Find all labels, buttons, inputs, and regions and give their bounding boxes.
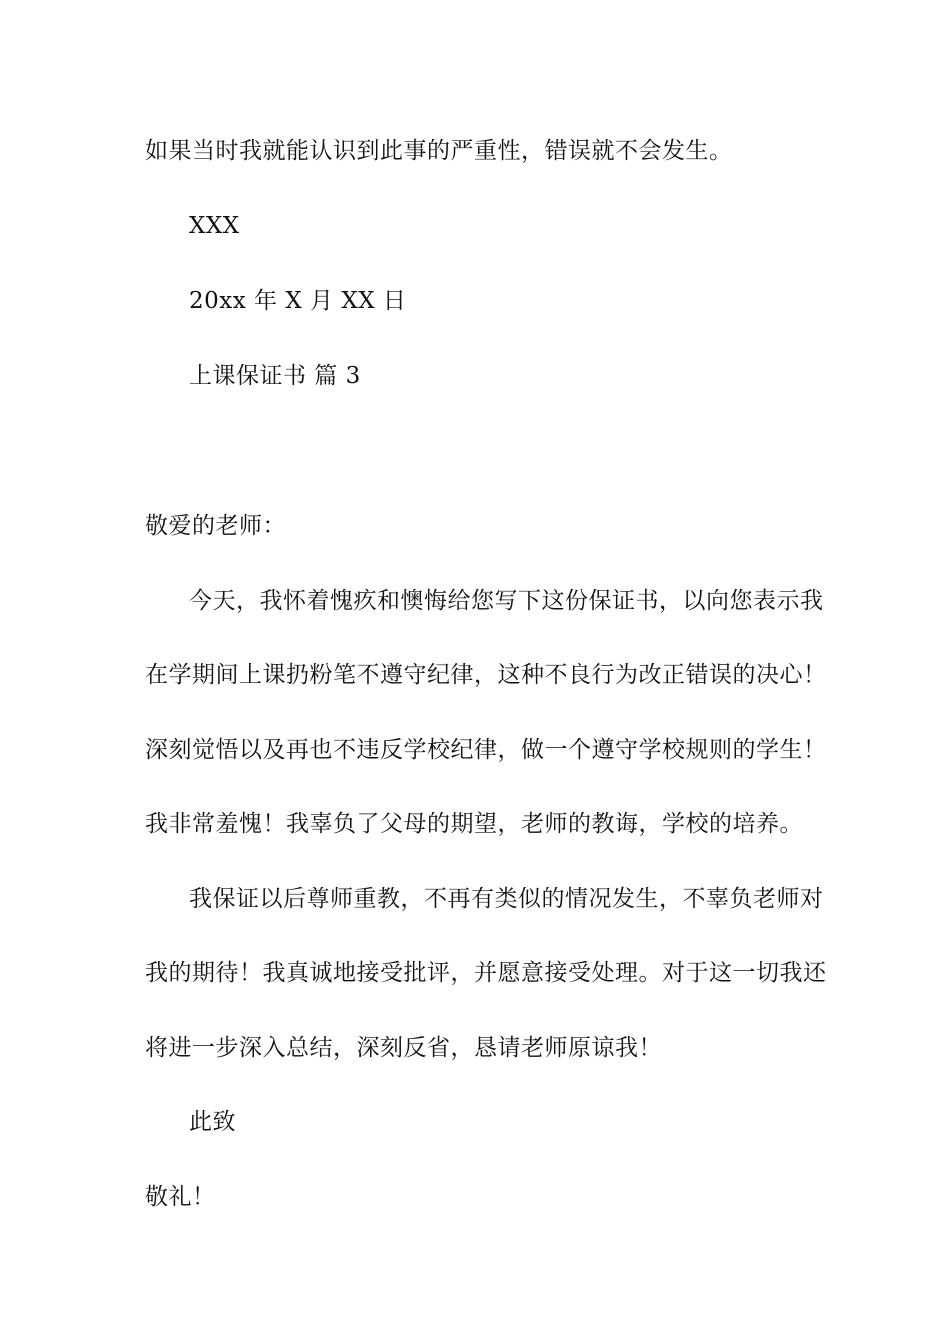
section-heading: 上课保证书 篇 3	[189, 363, 361, 389]
closing-salute: 敬礼！	[145, 1184, 216, 1210]
paragraph-line: 我的期待！我真诚地接受批评，并愿意接受处理。对于这一切我还	[145, 960, 827, 986]
paragraph-line: 今天，我怀着愧疚和懊悔给您写下这份保证书，以向您表示我	[189, 588, 824, 614]
paragraph-line: 我保证以后尊师重教，不再有类似的情况发生，不辜负老师对	[189, 886, 824, 912]
salutation: 敬爱的老师：	[145, 513, 286, 539]
paragraph-line: 我非常羞愧！我辜负了父母的期望，老师的教诲，学校的培养。	[145, 811, 803, 837]
signature-date: 20xx 年 X 月 XX 日	[189, 288, 407, 314]
paragraph-line: 如果当时我就能认识到此事的严重性，错误就不会发生。	[145, 138, 733, 164]
closing-phrase: 此致	[189, 1109, 236, 1135]
paragraph-line: 深刻觉悟以及再也不违反学校纪律，做一个遵守学校规则的学生！	[145, 737, 827, 763]
signature-name: XXX	[189, 213, 240, 239]
paragraph-line: 将进一步深入总结，深刻反省，恳请老师原谅我！	[145, 1035, 662, 1061]
paragraph-line: 在学期间上课扔粉笔不遵守纪律，这种不良行为改正错误的决心！	[145, 662, 827, 688]
